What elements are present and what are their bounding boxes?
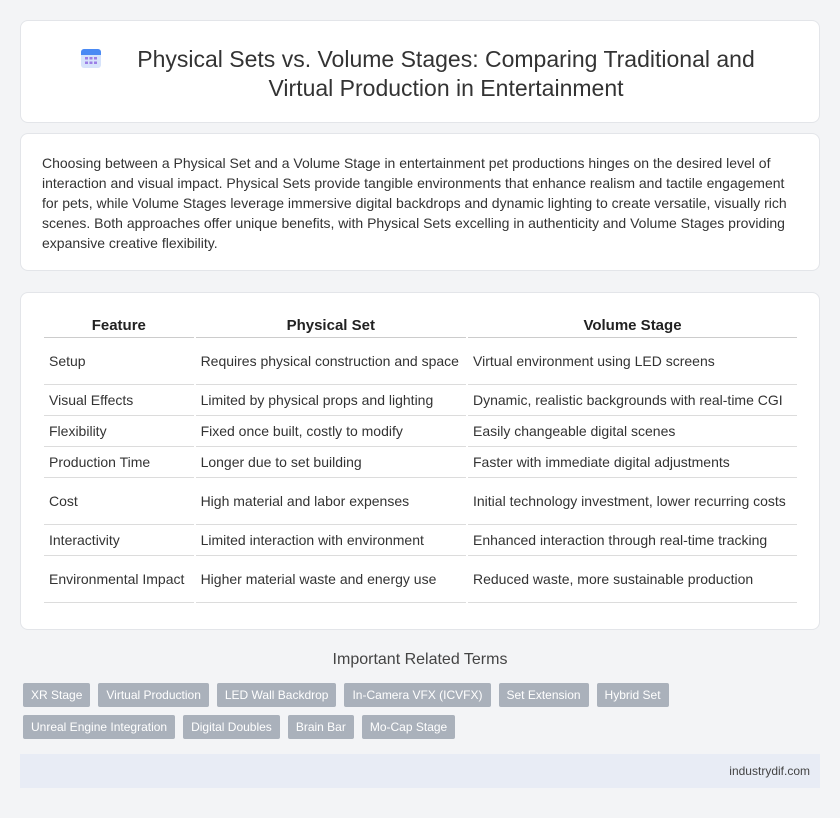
tag-in-camera-vfx[interactable]: In-Camera VFX (ICVFX) bbox=[344, 683, 490, 707]
feature-cell: Setup bbox=[44, 338, 194, 385]
table-row bbox=[44, 385, 797, 416]
title-card bbox=[20, 20, 820, 123]
table-row bbox=[44, 447, 797, 478]
page-title: Physical Sets vs. Volume Stages: Comparing Traditional and Virtual Production in Entertainment bbox=[137, 46, 755, 101]
footer-site[interactable]: industrydif.com bbox=[729, 764, 810, 778]
tag-virtual-production[interactable]: Virtual Production bbox=[98, 683, 209, 707]
tag-mo-cap-stage[interactable]: Mo-Cap Stage bbox=[362, 715, 455, 739]
physical-set-cell: Higher material waste and energy use bbox=[196, 556, 466, 603]
table-row bbox=[44, 478, 797, 525]
footer bbox=[20, 754, 820, 788]
physical-set-cell: High material and labor expenses bbox=[196, 478, 466, 525]
tag-unreal-engine-integration[interactable]: Unreal Engine Integration bbox=[23, 715, 175, 739]
related-terms-title: Important Related Terms bbox=[332, 651, 508, 668]
volume-stage-cell: Initial technology investment, lower recurring costs bbox=[468, 478, 797, 525]
tag-set-extension[interactable]: Set Extension bbox=[499, 683, 589, 707]
tag-led-wall-backdrop[interactable]: LED Wall Backdrop bbox=[217, 683, 337, 707]
feature-cell: Environmental Impact bbox=[44, 556, 194, 603]
intro-paragraph: Choosing between a Physical Set and a Volume Stage in entertainment pet productions hinges on the desired level of interaction and visual impact. Physical Sets provide tangible environments that enhance realism and tactile engagement for pets, while Volume Stages leverage immersive digital backdrops and dynamic lighting to create versatile, visually rich scenes. Both approaches offer unique benefits, with Physical Sets excelling in authenticity and Volume Stages providing expansive creative flexibility. bbox=[42, 155, 787, 251]
table-header-row bbox=[44, 315, 797, 338]
physical-set-cell: Limited interaction with environment bbox=[196, 525, 466, 556]
physical-set-cell: Fixed once built, costly to modify bbox=[196, 416, 466, 447]
tag-xr-stage[interactable]: XR Stage bbox=[23, 683, 90, 707]
table-row bbox=[44, 525, 797, 556]
tag-brain-bar[interactable]: Brain Bar bbox=[288, 715, 354, 739]
tag-digital-doubles[interactable]: Digital Doubles bbox=[183, 715, 280, 739]
comparison-card bbox=[20, 292, 820, 630]
feature-cell: Visual Effects bbox=[44, 385, 194, 416]
feature-cell: Production Time bbox=[44, 447, 194, 478]
table-row bbox=[44, 556, 797, 603]
volume-stage-cell: Dynamic, realistic backgrounds with real-time CGI bbox=[468, 385, 797, 416]
volume-stage-cell: Virtual environment using LED screens bbox=[468, 338, 797, 385]
tag-hybrid-set[interactable]: Hybrid Set bbox=[597, 683, 669, 707]
related-terms-tags bbox=[23, 683, 813, 739]
comparison-table bbox=[42, 315, 799, 603]
physical-set-cell: Limited by physical props and lighting bbox=[196, 385, 466, 416]
physical-set-cell: Longer due to set building bbox=[196, 447, 466, 478]
header-physical-set: Physical Set bbox=[196, 315, 466, 338]
volume-stage-cell: Faster with immediate digital adjustments bbox=[468, 447, 797, 478]
header-feature: Feature bbox=[44, 315, 194, 338]
intro-card bbox=[20, 133, 820, 271]
feature-cell: Flexibility bbox=[44, 416, 194, 447]
feature-cell: Cost bbox=[44, 478, 194, 525]
volume-stage-cell: Easily changeable digital scenes bbox=[468, 416, 797, 447]
physical-set-cell: Requires physical construction and space bbox=[196, 338, 466, 385]
volume-stage-cell: Enhanced interaction through real-time tracking bbox=[468, 525, 797, 556]
table-row bbox=[44, 416, 797, 447]
table-row bbox=[44, 338, 797, 385]
volume-stage-cell: Reduced waste, more sustainable production bbox=[468, 556, 797, 603]
feature-cell: Interactivity bbox=[44, 525, 194, 556]
header-volume-stage: Volume Stage bbox=[468, 315, 797, 338]
